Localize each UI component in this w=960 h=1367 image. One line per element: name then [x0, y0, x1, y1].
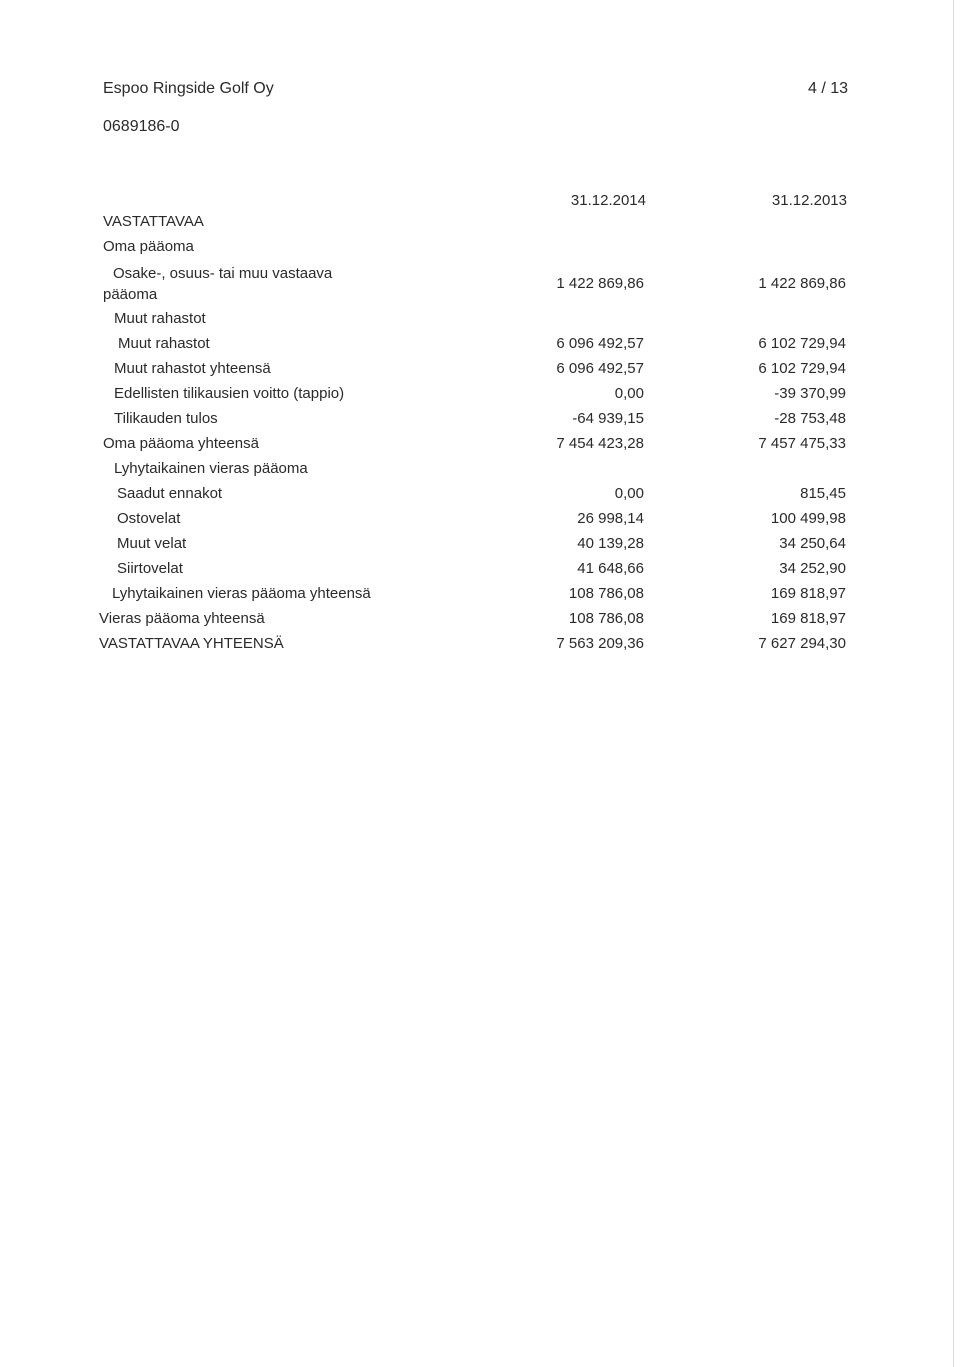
value-2014: 40 139,28	[577, 535, 644, 552]
value-2014: 6 096 492,57	[556, 335, 644, 352]
row-label: Ostovelat	[117, 510, 181, 527]
value-2013: -28 753,48	[774, 410, 846, 427]
row-label: Vieras pääoma yhteensä	[99, 610, 265, 627]
value-2014: 1 422 869,86	[556, 275, 644, 292]
table-row	[0, 209, 960, 234]
value-2014: 7 454 423,28	[556, 435, 644, 452]
column-header-2014: 31.12.2014	[570, 192, 646, 209]
row-label: VASTATTAVAA	[103, 213, 204, 230]
value-2014: 108 786,08	[568, 585, 644, 602]
value-2013: -39 370,99	[774, 385, 846, 402]
value-2014: 108 786,08	[568, 610, 644, 627]
table-row	[0, 606, 960, 631]
table-row	[0, 481, 960, 506]
table-row	[0, 356, 960, 381]
page-edge	[953, 0, 954, 1367]
table-row	[0, 431, 960, 456]
value-2013: 6 102 729,94	[758, 335, 846, 352]
value-2014: 0,00	[614, 385, 644, 402]
table-row	[0, 331, 960, 356]
value-2013: 1 422 869,86	[758, 275, 846, 292]
row-label: Edellisten tilikausien voitto (tappio)	[114, 385, 345, 402]
table-row	[0, 531, 960, 556]
row-label: Oma pääoma	[103, 238, 194, 255]
table-row	[0, 456, 960, 481]
value-2013: 815,45	[800, 485, 846, 502]
row-label: Muut rahastot	[114, 310, 206, 327]
row-label: Lyhytaikainen vieras pääoma yhteensä	[112, 585, 371, 602]
row-label: Lyhytaikainen vieras pääoma	[114, 460, 308, 477]
row-label: Saadut ennakot	[117, 485, 223, 502]
value-2014: 26 998,14	[577, 510, 644, 527]
row-label: VASTATTAVAA YHTEENSÄ	[99, 635, 284, 652]
page-number: 4 / 13	[807, 80, 848, 97]
value-2014: 6 096 492,57	[556, 360, 644, 377]
row-label: Oma pääoma yhteensä	[103, 435, 259, 452]
business-id: 0689186-0	[103, 118, 180, 135]
value-2013: 34 252,90	[779, 560, 846, 577]
row-label: Siirtovelat	[117, 560, 183, 577]
table-row	[0, 506, 960, 531]
table-row	[0, 234, 960, 259]
table-row	[0, 306, 960, 331]
value-2013: 169 818,97	[770, 610, 846, 627]
column-header-2013: 31.12.2013	[771, 192, 847, 209]
row-label: Muut velat	[117, 535, 187, 552]
value-2013: 169 818,97	[770, 585, 846, 602]
value-2014: -64 939,15	[572, 410, 644, 427]
value-2014: 41 648,66	[577, 560, 644, 577]
table-row	[0, 263, 960, 305]
table-row	[0, 556, 960, 581]
value-2013: 7 627 294,30	[758, 635, 846, 652]
value-2014: 7 563 209,36	[556, 635, 644, 652]
row-label: Muut rahastot	[118, 335, 210, 352]
row-label: Osake-, osuus- tai muu vastaava pääoma	[103, 265, 333, 303]
table-row	[0, 381, 960, 406]
value-2014: 0,00	[614, 485, 644, 502]
company-name: Espoo Ringside Golf Oy	[103, 80, 274, 97]
table-row	[0, 631, 960, 656]
row-label: Tilikauden tulos	[114, 410, 218, 427]
value-2013: 7 457 475,33	[758, 435, 846, 452]
value-2013: 100 499,98	[770, 510, 846, 527]
row-label: Muut rahastot yhteensä	[114, 360, 271, 377]
table-row	[0, 581, 960, 606]
value-2013: 34 250,64	[779, 535, 846, 552]
value-2013: 6 102 729,94	[758, 360, 846, 377]
table-row	[0, 406, 960, 431]
